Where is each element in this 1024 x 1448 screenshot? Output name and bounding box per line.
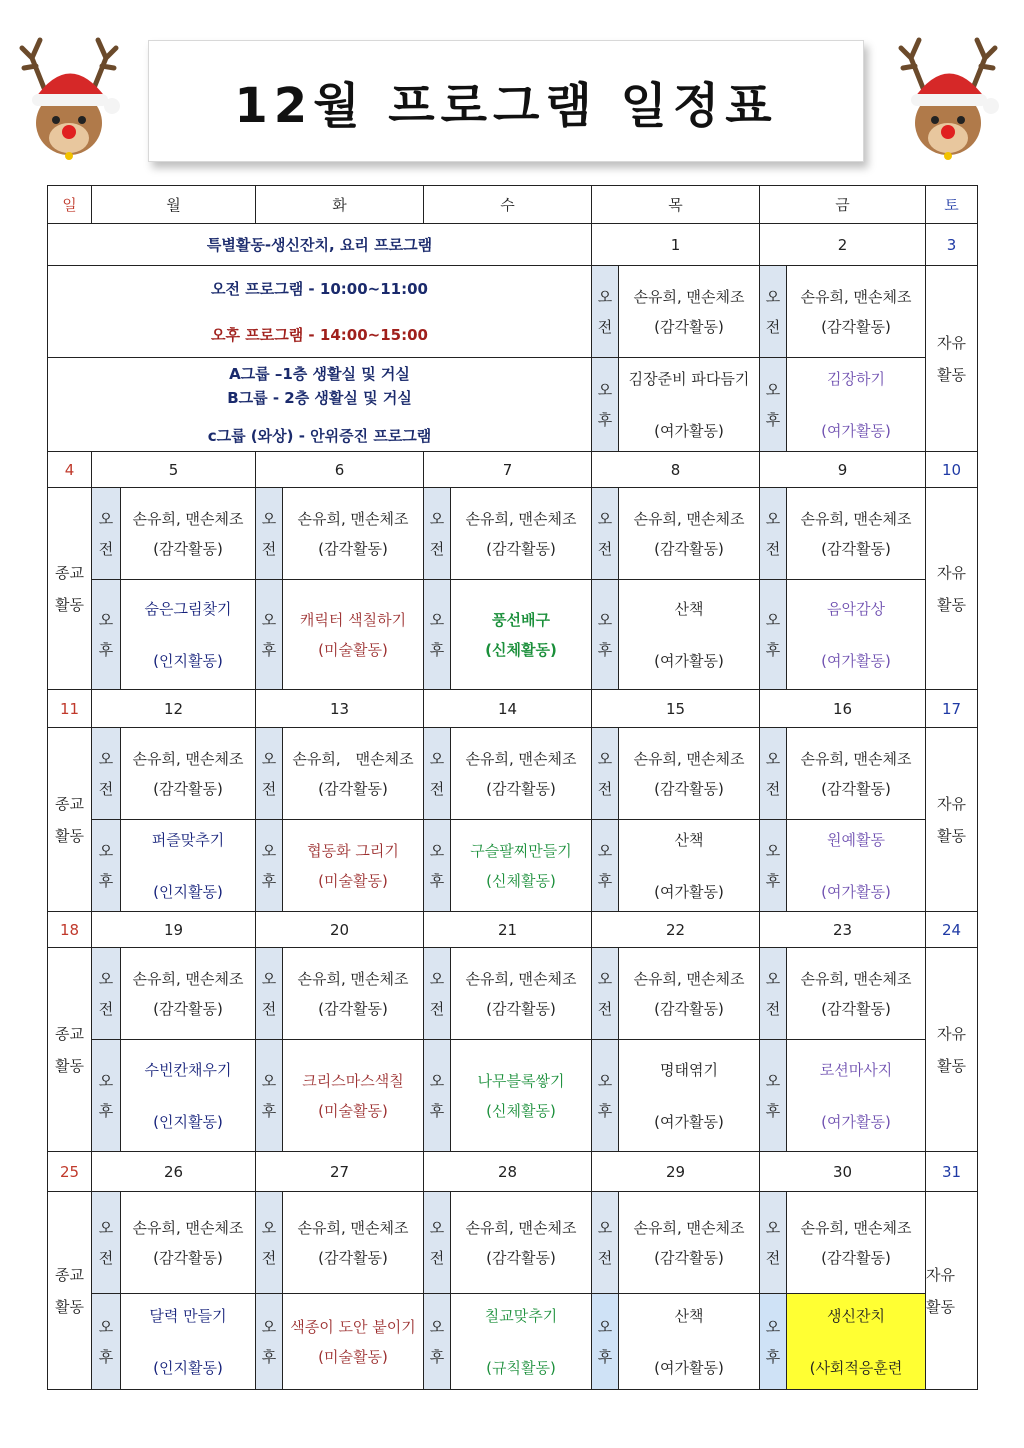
group-c-info: c그룹 (와상) - 안위증진 프로그램 bbox=[207, 426, 432, 445]
group-b-info: B그룹 - 2층 생활실 및 거실 bbox=[227, 388, 412, 407]
activity-cell: 칠교맞추기 (규칙활동) bbox=[451, 1294, 592, 1390]
week4-pm-row bbox=[48, 1294, 978, 1390]
activity-cell: 산책 (여가활동) bbox=[619, 820, 760, 912]
date-cell: 30 bbox=[760, 1152, 926, 1192]
activity-cell: 캐릭터 색칠하기 (미술활동) bbox=[283, 580, 424, 690]
activity-cell: 손유희, 맨손체조 (감각활동) bbox=[451, 948, 592, 1040]
date-cell: 17 bbox=[926, 690, 978, 728]
activity-cell: 손유희, 맨손체조 (감각활동) bbox=[619, 266, 760, 358]
week3-pm-row bbox=[48, 1040, 978, 1152]
week0-am-row bbox=[48, 266, 978, 358]
pm-label: 오 후 bbox=[760, 820, 787, 912]
weekday-wed: 수 bbox=[424, 186, 592, 224]
date-cell: 31 bbox=[926, 1152, 978, 1192]
date-cell: 14 bbox=[424, 690, 592, 728]
activity-cell: 김장준비 파다듬기 (여가활동) bbox=[619, 358, 760, 452]
week0-date-row bbox=[48, 224, 978, 266]
activity-cell: 손유희, 맨손체조 (감각활동) bbox=[787, 728, 926, 820]
date-cell: 13 bbox=[256, 690, 424, 728]
pm-label: 오 후 bbox=[256, 1294, 283, 1390]
activity-cell: 손유희, 맨손체조 (감각활동) bbox=[283, 1192, 424, 1294]
date-cell: 24 bbox=[926, 912, 978, 948]
date-cell: 27 bbox=[256, 1152, 424, 1192]
am-label: 오 전 bbox=[424, 1192, 451, 1294]
activity-cell: 손유희, 맨손체조 (감각활동) bbox=[787, 266, 926, 358]
week3-date-row bbox=[48, 912, 978, 948]
free-activity-cell: 자유 활동 bbox=[926, 266, 978, 452]
am-label: 오 전 bbox=[592, 948, 619, 1040]
date-cell: 22 bbox=[592, 912, 760, 948]
activity-cell: 손유희, 맨손체조 (감각활동) bbox=[283, 488, 424, 580]
date-cell: 10 bbox=[926, 452, 978, 488]
am-label: 오 전 bbox=[256, 728, 283, 820]
am-label: 오 전 bbox=[92, 728, 121, 820]
free-activity-cell: 자유 활동 bbox=[926, 488, 978, 690]
pm-label: 오 후 bbox=[760, 1294, 787, 1390]
activity-cell: 명태엮기 (여가활동) bbox=[619, 1040, 760, 1152]
am-label: 오 전 bbox=[256, 488, 283, 580]
date-cell: 28 bbox=[424, 1152, 592, 1192]
activity-cell: 손유희, 맨손체조 (감각활동) bbox=[619, 948, 760, 1040]
date-cell: 7 bbox=[424, 452, 592, 488]
religious-activity-cell: 종교 활동 bbox=[48, 1192, 92, 1390]
page-title: 12월 프로그램 일정표 bbox=[234, 77, 778, 134]
week1-date-row bbox=[48, 452, 978, 488]
religious-activity-cell: 종교 활동 bbox=[48, 488, 92, 690]
program-time-info bbox=[48, 266, 592, 358]
am-label: 오 전 bbox=[256, 948, 283, 1040]
pm-label: 오 후 bbox=[760, 580, 787, 690]
activity-cell: 풍선배구 (신체활동) bbox=[451, 580, 592, 690]
activity-cell: 손유희, 맨손체조 (감각활동) bbox=[619, 488, 760, 580]
am-label: 오 전 bbox=[92, 488, 121, 580]
activity-cell: 손유희, 맨손체조 (감각활동) bbox=[787, 948, 926, 1040]
activity-cell: 색종이 도안 붙이기 (미술활동) bbox=[283, 1294, 424, 1390]
am-label: 오 전 bbox=[92, 948, 121, 1040]
date-cell: 1 bbox=[592, 224, 760, 266]
activity-cell: 손유희, 맨손체조 (감각활동) bbox=[283, 728, 424, 820]
week4-date-row bbox=[48, 1152, 978, 1192]
date-cell: 5 bbox=[92, 452, 256, 488]
date-cell: 26 bbox=[92, 1152, 256, 1192]
weekday-tue: 화 bbox=[256, 186, 424, 224]
pm-label: 오 후 bbox=[256, 1040, 283, 1152]
activity-cell: 달력 만들기 (인지활동) bbox=[121, 1294, 256, 1390]
activity-cell: 퍼즐맞추기 (인지활동) bbox=[121, 820, 256, 912]
pm-label: 오 후 bbox=[424, 820, 451, 912]
week2-pm-row bbox=[48, 820, 978, 912]
activity-cell: 산책 (여가활동) bbox=[619, 1294, 760, 1390]
am-label: 오 전 bbox=[424, 948, 451, 1040]
pm-label: 오 후 bbox=[424, 1294, 451, 1390]
activity-cell: 구슬팔찌만들기 (신체활동) bbox=[451, 820, 592, 912]
date-cell: 19 bbox=[92, 912, 256, 948]
date-cell: 18 bbox=[48, 912, 92, 948]
reindeer-decoration-left bbox=[14, 28, 124, 163]
date-cell: 3 bbox=[926, 224, 978, 266]
pm-label: 오 후 bbox=[592, 580, 619, 690]
pm-label: 오 후 bbox=[592, 820, 619, 912]
activity-cell: 산책 (여가활동) bbox=[619, 580, 760, 690]
am-label: 오 전 bbox=[424, 488, 451, 580]
am-label: 오 전 bbox=[592, 488, 619, 580]
date-cell: 20 bbox=[256, 912, 424, 948]
date-cell: 25 bbox=[48, 1152, 92, 1192]
weekday-thu: 목 bbox=[592, 186, 760, 224]
pm-label: 오 후 bbox=[760, 358, 787, 452]
date-cell: 11 bbox=[48, 690, 92, 728]
weekday-sun: 일 bbox=[48, 186, 92, 224]
week0-pm-row bbox=[48, 358, 978, 452]
week1-am-row bbox=[48, 488, 978, 580]
activity-cell: 손유희, 맨손체조 (감각활동) bbox=[619, 1192, 760, 1294]
am-label: 오 전 bbox=[592, 728, 619, 820]
am-label: 오 전 bbox=[256, 1192, 283, 1294]
date-cell: 9 bbox=[760, 452, 926, 488]
activity-cell: 나무블록쌓기 (신체활동) bbox=[451, 1040, 592, 1152]
activity-cell: 로션마사지 (여가활동) bbox=[787, 1040, 926, 1152]
activity-cell: 크리스마스색칠 (미술활동) bbox=[283, 1040, 424, 1152]
am-label: 오 전 bbox=[760, 488, 787, 580]
free-activity-cell: 자유 활동 bbox=[926, 948, 978, 1152]
am-label: 오 전 bbox=[760, 948, 787, 1040]
birthday-party-cell: 생신잔치 (사회적응훈련 bbox=[787, 1294, 926, 1390]
pm-label: 오 후 bbox=[256, 580, 283, 690]
group-info bbox=[48, 358, 592, 452]
pm-program-time: 오후 프로그램 - 14:00~15:00 bbox=[211, 325, 428, 344]
activity-cell: 원예활동 (여가활동) bbox=[787, 820, 926, 912]
weekday-fri: 금 bbox=[760, 186, 926, 224]
religious-activity-cell: 종교 활동 bbox=[48, 728, 92, 912]
activity-cell: 손유희, 맨손체조 (감각활동) bbox=[283, 948, 424, 1040]
pm-label: 오 후 bbox=[424, 580, 451, 690]
am-label: 오 전 bbox=[760, 1192, 787, 1294]
pm-label: 오 후 bbox=[592, 358, 619, 452]
date-cell: 29 bbox=[592, 1152, 760, 1192]
group-a-info: A그룹 –1층 생활실 및 거실 bbox=[229, 364, 410, 383]
week1-pm-row bbox=[48, 580, 978, 690]
pm-label: 오 후 bbox=[256, 820, 283, 912]
week4-am-row bbox=[48, 1192, 978, 1294]
weekday-header-row bbox=[48, 186, 978, 224]
am-label: 오 전 bbox=[760, 728, 787, 820]
activity-cell: 손유희, 맨손체조 (감각활동) bbox=[121, 728, 256, 820]
calendar-table bbox=[47, 185, 978, 1390]
activity-cell: 김장하기 (여가활동) bbox=[787, 358, 926, 452]
am-label: 오 전 bbox=[760, 266, 787, 358]
pm-label: 오 후 bbox=[92, 1294, 121, 1390]
date-cell: 2 bbox=[760, 224, 926, 266]
activity-cell: 음악감상 (여가활동) bbox=[787, 580, 926, 690]
activity-cell: 손유희, 맨손체조 (감각활동) bbox=[787, 488, 926, 580]
activity-cell: 손유희, 맨손체조 (감각활동) bbox=[451, 1192, 592, 1294]
week2-date-row bbox=[48, 690, 978, 728]
am-label: 오 전 bbox=[424, 728, 451, 820]
date-cell: 15 bbox=[592, 690, 760, 728]
am-label: 오 전 bbox=[92, 1192, 121, 1294]
pm-label: 오 후 bbox=[92, 820, 121, 912]
pm-label: 오 후 bbox=[592, 1040, 619, 1152]
am-label: 오 전 bbox=[592, 1192, 619, 1294]
title-card bbox=[148, 40, 864, 162]
date-cell: 16 bbox=[760, 690, 926, 728]
week3-am-row bbox=[48, 948, 978, 1040]
date-cell: 12 bbox=[92, 690, 256, 728]
free-activity-cell: 자유 활동 bbox=[926, 1192, 978, 1390]
date-cell: 8 bbox=[592, 452, 760, 488]
activity-cell: 손유희, 맨손체조 (감각활동) bbox=[121, 488, 256, 580]
pm-label: 오 후 bbox=[592, 1294, 619, 1390]
week2-am-row bbox=[48, 728, 978, 820]
activity-cell: 수빈칸채우기 (인지활동) bbox=[121, 1040, 256, 1152]
activity-cell: 손유희, 맨손체조 (감각활동) bbox=[121, 948, 256, 1040]
date-cell: 4 bbox=[48, 452, 92, 488]
pm-label: 오 후 bbox=[92, 1040, 121, 1152]
activity-cell: 협동화 그리기 (미술활동) bbox=[283, 820, 424, 912]
date-cell: 6 bbox=[256, 452, 424, 488]
weekday-mon: 월 bbox=[92, 186, 256, 224]
activity-cell: 손유희, 맨손체조 (감각활동) bbox=[451, 488, 592, 580]
date-cell: 21 bbox=[424, 912, 592, 948]
activity-cell: 손유희, 맨손체조 (감각활동) bbox=[121, 1192, 256, 1294]
reindeer-decoration-right bbox=[893, 28, 1003, 163]
religious-activity-cell: 종교 활동 bbox=[48, 948, 92, 1152]
activity-cell: 손유희, 맨손체조 (감각활동) bbox=[787, 1192, 926, 1294]
activity-cell: 손유희, 맨손체조 (감각활동) bbox=[619, 728, 760, 820]
pm-label: 오 후 bbox=[92, 580, 121, 690]
special-activity-banner: 특별활동-생신잔치, 요리 프로그램 bbox=[48, 224, 592, 266]
weekday-sat: 토 bbox=[926, 186, 978, 224]
am-label: 오 전 bbox=[592, 266, 619, 358]
am-program-time: 오전 프로그램 - 10:00~11:00 bbox=[211, 279, 428, 298]
date-cell: 23 bbox=[760, 912, 926, 948]
pm-label: 오 후 bbox=[760, 1040, 787, 1152]
pm-label: 오 후 bbox=[424, 1040, 451, 1152]
activity-cell: 숨은그림찾기 (인지활동) bbox=[121, 580, 256, 690]
free-activity-cell: 자유 활동 bbox=[926, 728, 978, 912]
activity-cell: 손유희, 맨손체조 (감각활동) bbox=[451, 728, 592, 820]
